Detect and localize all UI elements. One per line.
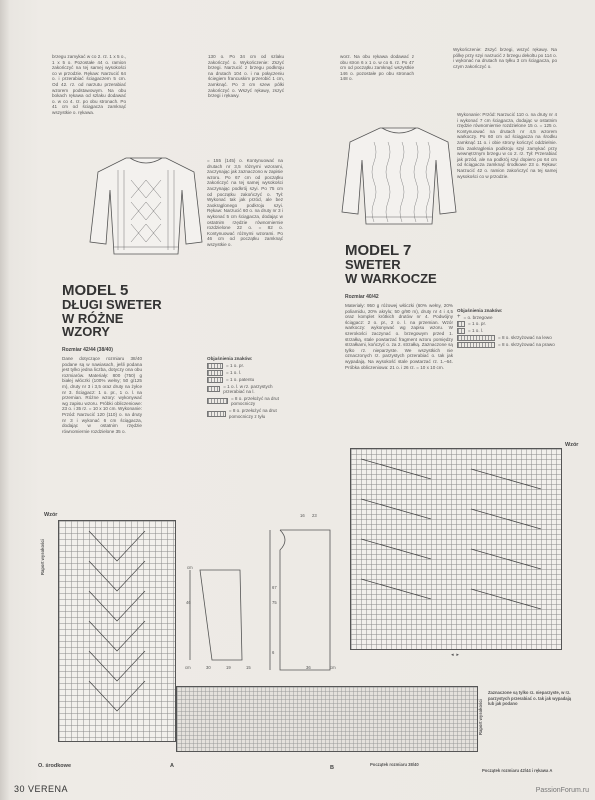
legend7-item: = o. brzegowe [463,314,493,320]
legend7-row [457,321,557,327]
measure-19: 19 [226,665,231,670]
legend5-row [207,363,289,369]
model7-title-line3: W WARKOCZE [345,270,437,286]
model7-chart-scale [350,652,560,657]
legend5-item: = 8 o. przełożyć na drut pomocniczy z tyłu [228,407,277,419]
model5-title-line1: MODEL 5 [62,282,129,299]
legend5-item: = 1 o. l. [226,369,242,375]
knit-symbol-icon [457,321,465,327]
model5-title [62,283,202,338]
column-1-text [52,54,126,118]
legend7-row [457,342,557,348]
model7-size: Rozmiar 40/42 [345,294,379,300]
page-number: 30 [14,784,26,794]
b-label: B [330,765,334,771]
column-4-text [453,47,557,71]
model7-body-paragraph: Materiały: 950 g różowej włóczki (60% wełny, 20% poliamidu, 20% akrylu; 50 g/90 m), druty nr 4 i 4,5 oraz komplet krótkich drutów nr 4. Podwójny ściągacz: 2 o. pr., 2 o. l. na przemian. Wzór warkoczy: wykonywać wg zapisu wzoru. W szerokości zaczynać o. brzegowym przed 1. strzałką, stale powtarzać fragment wzoru pomiędzy strzałkami, kończyć o. za 2. strzałką. Zaznaczone są tylko rz. nieparzyste. We wszystkich nie oznaczonych rz. parzystych przerabiać o. tak jak wypadają. Na wysokość stale powtarzać rz. 1.–64. Próbka obliczeniowa: 21 o. i 26 rz. = 10 x 10 cm. [345,303,453,370]
model7-title [345,243,455,285]
measure-cm-2: cm [185,665,191,670]
model5-legend [207,356,289,420]
model7-sweater-illustration [338,122,460,230]
model5-bottom-chart-band [176,686,478,752]
model5-size: Rozmiar 42/44 (38/40) [62,347,113,353]
model7-cable-marks [351,449,561,649]
model5-body-paragraph: Dane dotyczące rozmiaru 38/40 podane są w nawiasach, jeśli podana jest tylko jedna liczba, dotyczy ona obu rozmiarów. Materiały: 800 (750) g białej włóczki (100% wełny; 50 g/125 m), druty nr 3 i 3,5 oraz druty na żyłce nr 3. Ściągacz: 1 o. pr., 1 o. l. na przemian. Różne wzory: wykonywać wg zapisu wzoru. Próbki obliczeniowe: 23 o. i 35 rz. = 10 x 10 cm. Wykonanie: Przód: Narzucić 120 (110) o. na druty nr 3 i wykonać 6 cm ściągacza, dodając w ostatnim rzędzie równomiernie rozdzielone 35 o. [62,356,142,434]
knit-symbol-icon [207,363,223,369]
col3-paragraph: worz. Na obu rękawa dodawać z obu stron 6 x 1 o. w co 6. rz. Po 47 cm od początku zamknąć wszystkie 146 o. pozostałe po obu stronach 148 o. [340,54,414,82]
measure-cm-3: cm [330,665,336,670]
measure-cm: cm [187,565,193,570]
model5-title-line2: DŁUGI SWETER [62,297,162,313]
measure-16: 16 [300,513,305,518]
legend5-row [207,396,289,407]
model5-stitch-chart [58,520,176,742]
o-srodkowe-label: O. środkowe [38,763,72,769]
col1-paragraph: brzegu zamykać w co 2. rz. 1 x 5 o., 1 x 5 o. Pozostałe 44 o. ramion zakończyć na tej samej wysokości co w przodzie. Rękaw: Narzucić 64 o. i przerabiać ściągaczem 5 cm. Od 42. rz. od narzutu przerabiać wzorem podstawowym. Na obu bokach rękawa od szlaku dodawać o. w co 4. rz. po obu stronach. Po 41 cm od ściągacza zamknąć wszystkie o. rękawa. [52,54,126,115]
model7-legend [457,308,557,349]
legend5-row [207,384,289,395]
model7-legend-title: Objaśnienia znaków: [457,308,503,313]
model5-title-line3: W RÓŻNE [62,310,124,326]
model7-title-line2: SWETER [345,257,401,273]
legend7-item: = 8 o. skrzyżować na prawo [498,342,555,348]
col2-paragraph: 130 o. Po 34 cm od szlaku zakończyć o. Wykończenie: Zszyć brzegi. Narzucić z brzegu podkroju na drutach 104 o. i na połączeniu ściegiem francuskim przerobić 1 cm, zamknąć. Po 3 cm szew pólki zakończyć o. Wszyć rękawy, zszyć brzegi i rękawy. [208,54,284,99]
measure-46: 46 [186,600,191,605]
model5-body2-paragraph: = 155 (145) o. Kontynuować na drutach nr 3,5 różnymi wzorami, zaczynając jak zaznaczono w zapisie wzoru. Po 67 cm od początku zakończyć na tej samej wysokości zaczynając podkrój szyi. Po 75 cm od początku zakończyć o. Tył: Wykonać tak jak przód, ale bez zaokrąglonego podkroju szyi. Rękaw: Narzucić 60 o. na druty nr 3 i wykonać 5 cm ściągacza, dodając w ostatnim rzędzie równomiernie rozdzielone 22 o. = 82 o. Kontynuować różnymi wzorami. Po 46 cm od początku zamknąć wszystkie o. [207,158,283,247]
legend7-item: = 8 o. skrzyżować na lewo [498,335,552,341]
model7-right-text [457,112,557,181]
measure-15: 15 [246,665,251,670]
measure-75: 75 [272,600,277,605]
legend5-item: = 1 o. patentu [226,376,255,382]
measure-36: 36 [306,665,311,670]
cable-right-symbol-icon [457,342,495,348]
model7-right-paragraph: Wykonanie: Przód: Narzucić 110 o. na druty nr 4 i wykonać 7 cm ściągacza, dodając w ostatnim rzędzie równomiernie rozdzielone 15 o. = 125 o. Kontynuować na drutach nr 4,5 wzorem warkoczy. Po 60 cm od ściągacza na środku zamknąć 11 o. i obie strony kończyć oddzielnie. Dla zaokrąglenia podkroju szyi zamykać przy wewnętrznym brzegu w co 2. rz. Tył: Przerabiać jak przód, ale na podkrój szyi dopiero po 64 cm od ściągacza zamknąć środkowe 23 o. Rękaw: Narzucić 42 o. ramion zakończyć na tej samej wysokości co w przodzie. [457,112,557,179]
rib-symbol-icon [207,377,223,383]
chart-note: Zaznaczone są tylko rz. nieparzyste, w rz. parzystych przerabiać o. tak jak wypadają lub jak podano [488,690,572,706]
magazine-name: VERENA [28,784,69,794]
legend7-item: = 1 o. pr. [468,321,487,327]
measure-30: 30 [206,665,211,670]
raport-right-label: Raport wysokości [478,699,483,735]
legend5-item: = 1 o. l. w rz. parzystych przerabiać na l. [223,383,273,395]
legend7-row [457,328,557,334]
column-2-text [208,54,284,101]
model5-title-line4: WZORY [62,323,110,339]
model5-body [62,356,142,436]
measure-23: 23 [312,513,317,518]
legend7-row [457,335,557,341]
cable-left-symbol-icon [457,335,495,341]
a-left-label: A [170,763,174,769]
legend5-item: = 1 o. pr. [226,362,245,368]
measure-67: 67 [272,585,277,590]
cable-back-symbol-icon [207,411,226,417]
legend5-item: = 8 o. przełożyć na drut pomocniczy [230,395,279,407]
legend5-row [207,408,289,419]
legend7-item: = 1 o. l. [468,328,484,334]
column-3-text [340,54,414,84]
purl-symbol-icon [207,370,223,376]
wzor-right-label: Wzór [565,442,579,448]
measure-6: 6 [272,650,275,655]
arrow-left-icon: ◄ [450,652,455,657]
wzor-left-label: Wzór [44,512,58,518]
col4-paragraph: Wykończenie: Zszyć brzegi, wszyć rękawy. Na pólkę przy szyi narzucić z brzegu dekoltu po 114 o. i wykonać na drutach na tyłku 3 cm ściągacza, po czym zakończyć o. [453,47,557,69]
cable-front-symbol-icon [207,398,228,404]
plus-icon: + [457,313,461,320]
model7-body [345,303,453,372]
page-footer [14,784,68,794]
poczatek-38-label: Początek rozmiaru 38/40 [370,762,419,767]
model5-body-col2 [207,158,283,250]
legend5-row [207,377,289,383]
model5-legend-title: Objaśnienia znaków: [207,356,253,361]
legend7-row [457,315,557,321]
model5-cable-marks [59,521,175,741]
arrow-right-icon: ► [455,652,460,657]
raport-wysokosci-label: Raport wysokości [40,539,45,575]
purl-symbol-icon [457,328,465,334]
poczatek-42-label: Początek rozmiaru 42/44 i rękawa A [482,768,553,773]
model5-sweater-illustration [86,150,206,260]
legend5-row [207,370,289,376]
watermark: PassionForum.ru [535,787,589,794]
model7-title-line1: MODEL 7 [345,242,412,259]
purl-even-symbol-icon [207,386,220,392]
model7-stitch-chart [350,448,562,650]
model5-schematic [180,510,340,680]
